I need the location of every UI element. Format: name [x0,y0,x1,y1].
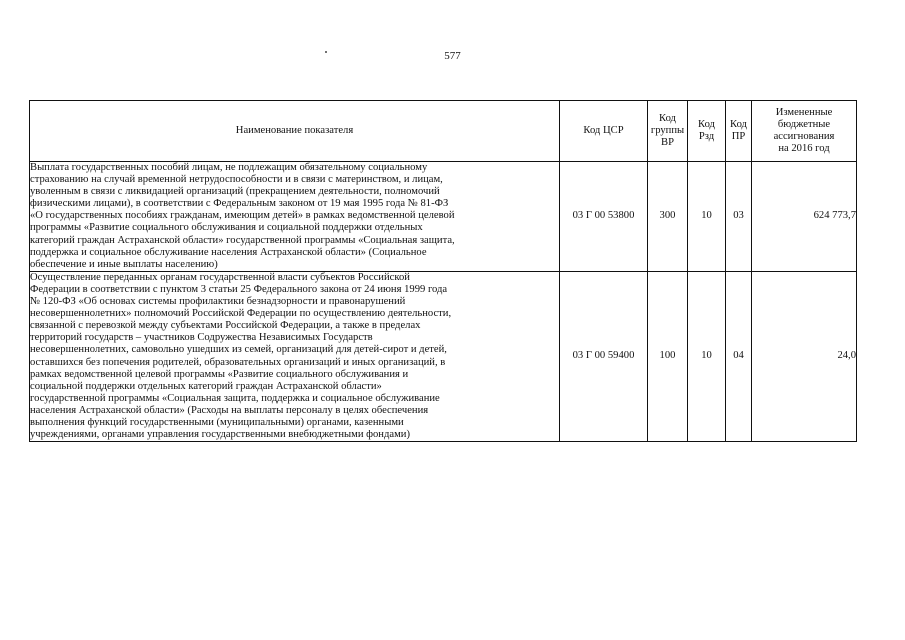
header-amount-line: ассигнования [773,131,835,142]
row-name-line: Выплата государственных пособий лицам, не подлежащим обязательному социальному [30,162,428,173]
header-vr-line: ВР [661,137,674,148]
row-rzd-code: 10 [688,271,726,441]
row-name-line: учреждениями, органами управления государственными внебюджетными фондами) [30,429,410,441]
header-amount-line: на 2016 год [778,143,830,154]
row-name-line: уволенным в связи с ликвидацией организаций (прекращением деятельности, полномочий [30,186,440,198]
header-vr-line: группы [650,125,685,136]
row-amount: 24,0 [752,271,857,441]
row-name-line: программы «Развитие социального обслуживания и социальной поддержки отдельных [30,222,423,234]
table-row [30,162,857,272]
row-csr-code: 03 Г 00 53800 [560,162,648,272]
table-header-row [30,101,857,162]
header-pr-line: ПР [731,131,746,142]
row-name-line: обеспечение и иные выплаты населению) [30,258,218,270]
row-amount: 624 773,7 [752,162,857,272]
row-name-line: категорий граждан Астраханской области» государственной программы «Социальная защита, [30,234,455,246]
row-name-line: «О государственных пособиях гражданам, имеющим детей» в рамках ведомственной целевой [30,210,455,222]
header-amount-line: Измененные [775,107,833,118]
header-pr [726,101,752,162]
row-name-line: выполнения функций государственными (муниципальными) органами, казенными [30,416,404,428]
row-name-line: несовершеннолетних» полномочий Российской Федерации по осуществлению деятельности, [30,308,452,320]
row-name-line: страхованию на случай временной нетрудоспособности и в связи с материнством, и лицам, [30,174,443,186]
table-row [30,271,857,441]
row-name-cell [30,271,560,441]
row-pr-code: 03 [726,162,752,272]
row-vr-code: 100 [648,271,688,441]
row-name-line: связанной с перевозкой между субъектами Российской Федерации, а также в пределах [30,320,421,332]
header-rzd-line: Код [698,119,715,130]
header-rzd-line: Рзд [698,131,715,142]
budget-table [29,100,857,442]
row-name-line: несовершеннолетних, самовольно ушедших из семей, организаций для детей-сирот и детей, [30,344,447,356]
row-name-line: № 120-ФЗ «Об основах системы профилактики безнадзорности и правонарушений [30,296,406,308]
header-pr-line: Код [730,119,747,130]
row-name-line: Осуществление переданных органам государственной власти субъектов Российской [30,271,410,283]
row-name-line: Федерации в соответствии с пунктом 3 статьи 25 Федерального закона от 24 июня 1999 года [30,283,448,295]
header-amount [752,101,857,162]
row-name-line: государственной программы «Социальная защита, поддержка и социальное обслуживание [30,392,440,404]
row-vr-code: 300 [648,162,688,272]
header-amount-line: бюджетные [777,119,831,130]
row-name-line: поддержка и социальное обслуживание населения Астраханской области» (Социальное [30,246,427,258]
row-name-line: территорий государств – участников Содружества Независимых Государств [30,332,373,344]
row-name-line: рамках ведомственной целевой программы «Развитие социального обслуживания и [30,368,409,380]
row-csr-code: 03 Г 00 59400 [560,271,648,441]
row-rzd-code: 10 [688,162,726,272]
header-vr-line: Код [659,113,676,124]
page-number: 577 [444,50,461,62]
row-name-line: населения Астраханской области» (Расходы на выплаты персоналу в целях обеспечения [30,404,429,416]
row-name-cell [30,162,560,272]
header-vr [648,101,688,162]
row-name-line: социальной поддержки отдельных категорий граждан Астраханской области» [30,380,382,392]
row-name-line: физическими лицами), в соответствии с Федеральным законом от 19 мая 1995 года № 81-ФЗ [30,198,449,210]
row-name-line: оставшихся без попечения родителей, образовательных организаций и иных организаций, в [30,356,446,368]
header-csr: Код ЦСР [560,101,648,162]
row-pr-code: 04 [726,271,752,441]
header-name: Наименование показателя [30,101,560,162]
header-rzd [688,101,726,162]
